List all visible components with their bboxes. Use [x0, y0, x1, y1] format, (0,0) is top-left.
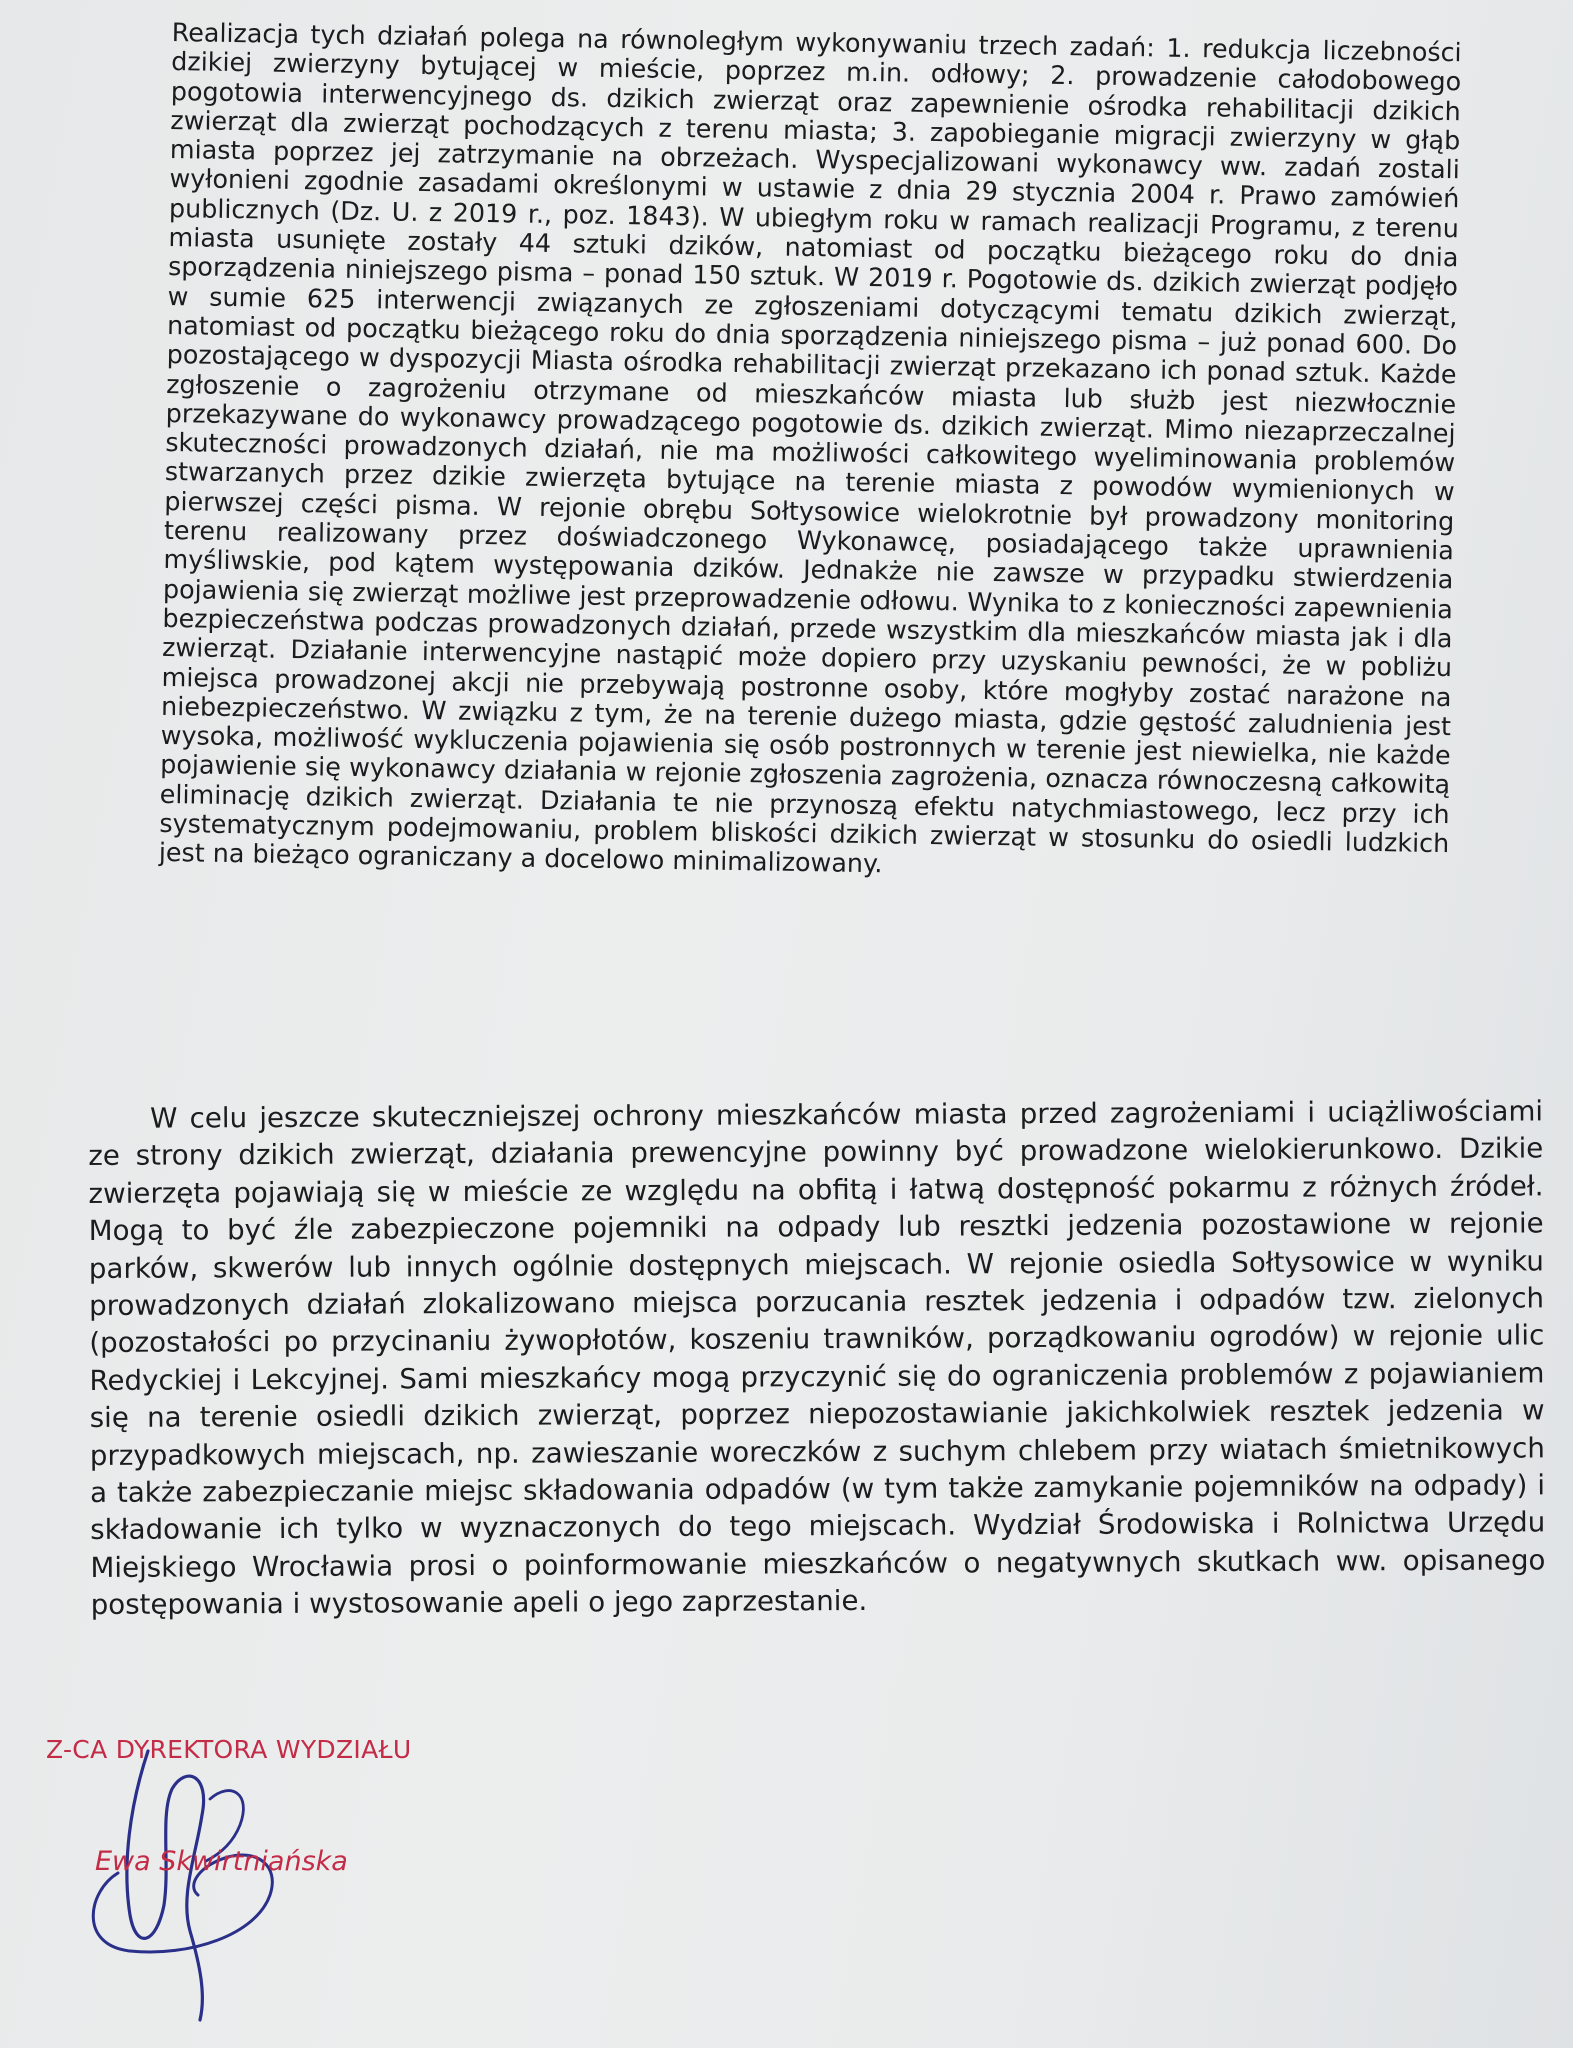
stamp-title: Z-CA DYREKTORA WYDZIAŁU — [46, 1735, 412, 1764]
paragraph-prevention: W celu jeszcze skuteczniejszej ochrony mieszkańców miasta przed zagrożeniami i uciążliwościami ze strony dzikich zwierząt, działania prewencyjne powinny być prowadzone wielokierunkowo. Dzikie zwierzęta pojawiają się w mieście ze względu na obfitą i łatwą dostępność pokarmu z różnych źródeł. Mogą to być źle zabezpieczone pojemniki na odpady lub resztki jedzenia pozostawione w rejonie parków, skwerów lub innych ogólnie dostępnych miejscach. W rejonie osiedla Sołtysowice w wyniku prowadzonych działań zlokalizowano miejsca porzucania resztek jedzenia i odpadów tzw. zielonych (pozostałości po przycinaniu żywopłotów, koszeniu trawników, porządkowaniu ogrodów) w rejonie ulic Redyckiej i Lekcyjnej. Sami mieszkańcy mogą przyczynić się do ograniczenia problemów z pojawianiem się na terenie osiedli dzikich zwierząt, poprzez niepozostawianie jakichkolwiek resztek jedzenia w przypadkowych miejscach, np. zawieszanie woreczków z suchym chlebem przy wiatach śmietnikowych a także zabezpieczanie miejsc składowania odpadów (w tym także zamykanie pojemników na odpady) i składowanie ich tylko w wyznaczonych do tego miejscach. Wydział Środowiska i Rolnictwa Urzędu Miejskiego Wrocławia prosi o poinformowanie mieszkańców o negatywnych skutkach ww. opisanego postępowania i wystosowanie apeli o jego zaprzestanie. — [88, 1094, 1546, 1622]
handwritten-signature — [60, 1745, 290, 2025]
stamp-name: Ewa Skwirtniańska — [95, 1846, 348, 1877]
paragraph-measures: Realizacja tych działań polega na równoległym wykonywaniu trzech zadań: 1. redukcja liczebności dzikiej zwierzyny bytującej w mieście, poprzez m.in. odłowy; 2. prowadzenie całodobowego pogotowia interwencyjnego ds. dzikich zwierząt oraz zapewnienie ośrodka rehabilitacji dzikich zwierząt dla zwierząt pochodzących z terenu miasta; 3. zapobieganie migracji zwierzyny w głąb miasta poprzez jej zatrzymanie na obrzeżach. Wyspecjalizowani wykonawcy ww. zadań zostali wyłonieni zgodnie zasadami określonymi w ustawie z dnia 29 stycznia 2004 r. Prawo zamówień publicznych (Dz. U. z 2019 r., poz. 1843). W ubiegłym roku w ramach realizacji Programu, z terenu miasta usunięte zostały 44 sztuki dzików, natomiast od początku bieżącego roku do dnia sporządzenia niniejszego pisma – ponad 150 sztuk. W 2019 r. Pogotowie ds. dzikich zwierząt podjęło w sumie 625 interwencji związanych ze zgłoszeniami dotyczącymi tematu dzikich zwierząt, natomiast od początku bieżącego roku do dnia sporządzenia niniejszego pisma – już ponad 600. Do pozostającego w dyspozycji Miasta ośrodka rehabilitacji zwierząt przekazano ich ponad sztuk. Każde zgłoszenie o zagrożeniu otrzymane od mieszkańców miasta lub służb jest niezwłocznie przekazywane do wykonawcy prowadzącego pogotowie ds. dzikich zwierząt. Mimo niezaprzeczalnej skuteczności prowadzonych działań, nie ma możliwości całkowitego wyeliminowania problemów stwarzanych przez dzikie zwierzęta bytujące na terenie miasta z powodów wymienionych w pierwszej części pisma. W rejonie obrębu Sołtysowice wielokrotnie był prowadzony monitoring terenu realizowany przez doświadczonego Wykonawcę, posiadającego także uprawnienia myśliwskie, pod kątem występowania dzików. Jednakże nie zawsze w przypadku stwierdzenia pojawienia się zwierząt możliwe jest przeprowadzenie odłowu. Wynika to z konieczności zapewnienia bezpieczeństwa podczas prowadzonych działań, przede wszystkim dla mieszkańców miasta jak i dla zwierząt. Działanie interwencyjne nastąpić może dopiero przy uzyskaniu pewności, że w pobliżu miejsca prowadzonej akcji nie przebywają postronne osoby, które mogłyby zostać narażone na niebezpieczeństwo. W związku z tym, że na terenie dużego miasta, gdzie gęstość zaludnienia jest wysoka, możliwość wykluczenia pojawienia się osób postronnych w terenie jest niewielka, nie każde pojawienie się wykonawcy działania w rejonie zgłoszenia zagrożenia, oznacza równoczesną całkowitą eliminację dzikich zwierząt. Działania te nie przynoszą efektu natychmiastowego, lecz przy ich systematycznym podejmowaniu, problem bliskości dzikich zwierząt w stosunku do osiedli ludzkich jest na bieżąco ograniczany a docelowo minimalizowany. — [158, 17, 1462, 879]
